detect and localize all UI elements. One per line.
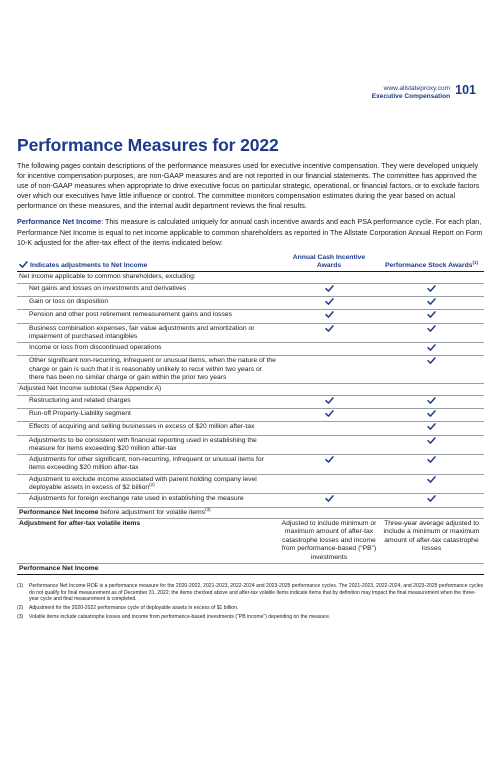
check-icon bbox=[325, 285, 334, 292]
row-label-text: Net income applicable to common shareholders, excluding: bbox=[19, 273, 196, 281]
check-icon bbox=[427, 410, 436, 417]
table-row bbox=[17, 343, 484, 356]
check-icon bbox=[325, 311, 334, 318]
check-icon bbox=[325, 495, 334, 502]
footnote-text: Performance Net Income ROE is a performance measure for the 2020-2022, 2021-2023, 2022-2024 and 2023-2025 performance cycles. The 2021-2023, 2022-2024, and 2023-2025 performance cycles do not qualify for final measurement as of December 31, 2022; the items checked above and after-tax volatile items indicate items that by definition may impact the final measurement when the three-year cycle and final measurement is completed. bbox=[29, 583, 484, 603]
row-label bbox=[17, 494, 279, 507]
row-label bbox=[17, 474, 279, 494]
cash-award-cell bbox=[279, 296, 379, 309]
check-icon bbox=[427, 357, 436, 364]
cash-award-cell bbox=[279, 474, 379, 494]
col-header-cash: Annual Cash Incentive Awards bbox=[292, 253, 366, 270]
cash-award-cell bbox=[279, 272, 379, 283]
row-label bbox=[17, 310, 279, 323]
cash-award-cell bbox=[279, 435, 379, 455]
row-label bbox=[17, 272, 279, 283]
table-row bbox=[17, 395, 484, 408]
footnote bbox=[17, 583, 484, 603]
row-label-text: Adjustment to exclude income associated with parent holding company level deployable assets in excess of $2 billion bbox=[29, 475, 257, 491]
check-icon bbox=[19, 261, 28, 268]
volatile-psa-text: Three-year average adjusted to include a minimum or maximum amount of after-tax catastrophe losses bbox=[379, 518, 484, 563]
volatile-row bbox=[17, 518, 484, 563]
check-icon bbox=[427, 397, 436, 404]
row-label bbox=[17, 343, 279, 356]
psa-cell bbox=[379, 494, 484, 507]
page-number: 101 bbox=[455, 83, 476, 97]
psa-cell bbox=[379, 455, 484, 475]
table-row bbox=[17, 422, 484, 435]
check-icon bbox=[427, 285, 436, 292]
page-title: Performance Measures for 2022 bbox=[17, 135, 279, 155]
check-icon bbox=[427, 311, 436, 318]
footnote-mark: (1) bbox=[17, 583, 24, 590]
check-icon bbox=[325, 410, 334, 417]
cash-award-cell bbox=[279, 343, 379, 356]
row-label bbox=[17, 422, 279, 435]
check-icon bbox=[427, 423, 436, 430]
table-row bbox=[17, 296, 484, 309]
psa-cell bbox=[379, 272, 484, 283]
volatile-cash-text: Adjusted to include minimum or maximum amount of after-tax catastrophe losses and income from performance-based (“PB”) investments bbox=[279, 518, 379, 563]
psa-cell bbox=[379, 384, 484, 395]
row-label bbox=[17, 384, 279, 395]
check-icon bbox=[427, 495, 436, 502]
adjustments-table bbox=[17, 254, 484, 575]
pni-before-bold: Performance Net Income bbox=[19, 508, 99, 516]
check-icon bbox=[427, 344, 436, 351]
cash-award-cell bbox=[279, 494, 379, 507]
table-row bbox=[17, 283, 484, 296]
cash-award-cell bbox=[279, 323, 379, 343]
psa-cell bbox=[379, 323, 484, 343]
volatile-label: Adjustment for after-tax volatile items bbox=[17, 518, 279, 563]
psa-cell bbox=[379, 343, 484, 356]
section-name: Executive Compensation bbox=[371, 93, 451, 101]
check-icon bbox=[427, 298, 436, 305]
final-label: Performance Net Income bbox=[17, 563, 279, 574]
row-label bbox=[17, 323, 279, 343]
final-psa-cell bbox=[379, 563, 484, 574]
psa-cell bbox=[379, 283, 484, 296]
row-label-text: Other significant non-recurring, infrequent or unusual items, when the nature of the charge or gain is such that it is reasonably unlikely to recur within two years or there has been no similar charge or gain within the prior two years bbox=[29, 357, 276, 382]
footnote bbox=[17, 614, 484, 621]
row-label-text: Adjustments for other significant, non-recurring, infrequent or unusual items for items exceeding $20 million after-tax bbox=[29, 456, 264, 472]
cash-award-cell bbox=[279, 408, 379, 421]
table-row bbox=[17, 323, 484, 343]
table-body bbox=[17, 272, 484, 507]
footnote bbox=[17, 605, 484, 612]
table-row bbox=[17, 356, 484, 384]
psa-cell bbox=[379, 435, 484, 455]
pni-before-rest: before adjustment for volatile items bbox=[98, 508, 206, 516]
footnotes bbox=[17, 583, 484, 621]
psa-cell bbox=[379, 422, 484, 435]
row-label bbox=[17, 395, 279, 408]
col-header-psa-footnote: (1) bbox=[472, 260, 478, 266]
psa-cell bbox=[379, 474, 484, 494]
intro-paragraph: The following pages contain descriptions of the performance measures used for executive incentive compensation. They were developed uniquely for incentive compensation purposes, are non-GAAP measures and are not reported in our financial statements. The committee has approved the use of non-GAAP measures when appropriate to drive executive focus on particular strategic, operational, or financial factors, or to exclude factors over which our executives have little influence or control. The committee monitors compensation estimates during the year based on actual performance on these measures, and the internal audit department reviews the final results. bbox=[17, 162, 480, 211]
cash-award-cell bbox=[279, 356, 379, 384]
row-label-text: Gain or loss on disposition bbox=[29, 297, 109, 305]
final-row bbox=[17, 563, 484, 574]
row-label bbox=[17, 408, 279, 421]
check-icon bbox=[325, 397, 334, 404]
row-label-text: Adjustments to be consistent with financial reporting used in establishing the measure for items exceeding $20 million after-tax bbox=[29, 436, 257, 452]
psa-cell bbox=[379, 356, 484, 384]
table-row bbox=[17, 435, 484, 455]
check-icon bbox=[427, 325, 436, 332]
pni-paragraph bbox=[17, 217, 484, 247]
row-label bbox=[17, 356, 279, 384]
page-header bbox=[372, 84, 476, 101]
cash-award-cell bbox=[279, 310, 379, 323]
col-header-psa bbox=[379, 254, 484, 272]
check-icon bbox=[325, 456, 334, 463]
footnote-text: Adjustment for the 2020-2022 performance cycle of deployable assets in excess of $1 billion. bbox=[29, 605, 239, 612]
pni-before-row bbox=[17, 507, 484, 518]
table-row bbox=[17, 455, 484, 475]
table-row bbox=[17, 408, 484, 421]
col-header-adjustments bbox=[17, 254, 279, 272]
cash-award-cell bbox=[279, 455, 379, 475]
table-header-row bbox=[17, 254, 484, 272]
pni-before-label bbox=[17, 507, 484, 518]
pni-term: Performance Net Income bbox=[17, 218, 102, 227]
website-link[interactable]: www.allstateproxy.com bbox=[383, 85, 451, 92]
col-header-psa-label: Performance Stock Awards bbox=[385, 262, 473, 270]
row-label bbox=[17, 455, 279, 475]
main-content bbox=[17, 135, 484, 623]
footnote-text: Volatile items include catastrophe losses and income from performance-based investments (“PB income”) depending on the measure. bbox=[29, 614, 331, 621]
psa-cell bbox=[379, 408, 484, 421]
check-icon bbox=[325, 298, 334, 305]
final-cash-cell bbox=[279, 563, 379, 574]
psa-cell bbox=[379, 310, 484, 323]
row-label-text: Run-off Property-Liability segment bbox=[29, 409, 131, 417]
check-icon bbox=[427, 456, 436, 463]
row-label bbox=[17, 283, 279, 296]
row-label bbox=[17, 296, 279, 309]
check-icon bbox=[325, 325, 334, 332]
pni-text: : This measure is calculated uniquely for annual cash incentive awards and each PSA performance cycle. For each plan, Performance Net Income is equal to net income applicable to common shareholders as reported in The Allstate Corporation Annual Report on Form 10-K adjusted for the after-tax effect of the items indicated below: bbox=[17, 218, 483, 247]
table-row bbox=[17, 384, 484, 395]
pni-before-footnote: (3) bbox=[205, 506, 211, 512]
row-label-text: Restructuring and related charges bbox=[29, 396, 131, 404]
cash-award-cell bbox=[279, 422, 379, 435]
cash-award-cell bbox=[279, 283, 379, 296]
table-row bbox=[17, 494, 484, 507]
row-label-text: Adjusted Net Income subtotal (See Appendix A) bbox=[19, 385, 162, 393]
table-row bbox=[17, 272, 484, 283]
row-footnote-ref: (2) bbox=[149, 481, 155, 487]
row-label-text: Income or loss from discontinued operations bbox=[29, 344, 162, 352]
psa-cell bbox=[379, 395, 484, 408]
row-label-text: Adjustments for foreign exchange rate used in establishing the measure bbox=[29, 495, 244, 503]
table-row bbox=[17, 310, 484, 323]
check-icon bbox=[427, 437, 436, 444]
col-header-adjustments-label: Indicates adjustments to Net Income bbox=[30, 262, 148, 270]
row-label-text: Effects of acquiring and selling businesses in excess of $20 million after-tax bbox=[29, 423, 255, 431]
check-icon bbox=[427, 476, 436, 483]
cash-award-cell bbox=[279, 395, 379, 408]
row-label-text: Pension and other post retirement remeasurement gains and losses bbox=[29, 311, 232, 319]
footnote-mark: (2) bbox=[17, 605, 24, 612]
header-text bbox=[372, 84, 450, 101]
cash-award-cell bbox=[279, 384, 379, 395]
psa-cell bbox=[379, 296, 484, 309]
row-label-text: Net gains and losses on investments and derivatives bbox=[29, 284, 187, 292]
row-label-text: Business combination expenses, fair value adjustments and amortization or impairment of purchased intangibles bbox=[29, 324, 255, 340]
footnote-mark: (3) bbox=[17, 614, 24, 621]
row-label bbox=[17, 435, 279, 455]
table-row bbox=[17, 474, 484, 494]
